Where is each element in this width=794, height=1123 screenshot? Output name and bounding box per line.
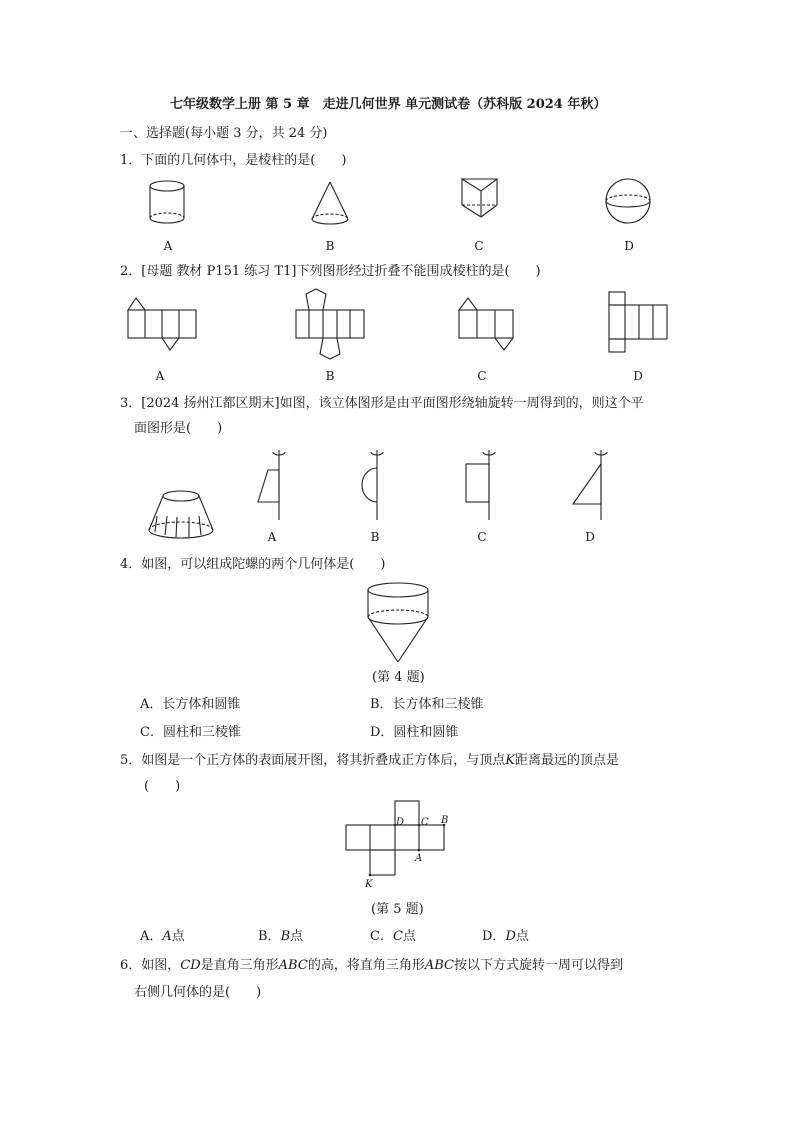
q1-cone-figure	[305, 178, 355, 230]
q1-cylinder-figure	[145, 178, 195, 230]
q4-option-a: A．长方体和圆锥	[140, 697, 241, 712]
q5-option-c	[370, 929, 416, 945]
q5-option-a	[140, 929, 185, 945]
q5-option-d-var: D	[505, 929, 516, 944]
q6-text-4: 按以下方式旋转一周可以得到	[453, 958, 623, 973]
q5-stem-vertex-k: K	[505, 753, 515, 768]
q3-option-c-figure	[460, 442, 500, 522]
q5-option-b-var: B	[280, 929, 291, 944]
q5-option-a-suffix: 点	[171, 929, 185, 944]
q3-label-a: A	[267, 530, 277, 544]
q5-option-a-var: A	[162, 929, 172, 944]
section-heading: 一、选择题(每小题 3 分，共 24 分)	[120, 126, 328, 141]
q2-label-b: B	[325, 369, 335, 383]
q1-label-a: A	[163, 239, 173, 253]
q5-point-c-label: C	[421, 817, 429, 828]
q1-triangular-prism-figure	[455, 175, 505, 235]
q3-option-d-figure	[568, 442, 608, 522]
q1-label-b: B	[325, 239, 335, 253]
q6-text-3: 的高，将直角三角形	[307, 958, 425, 973]
q2-net-b-figure	[292, 286, 372, 364]
q2-net-a-figure	[124, 292, 204, 357]
q4-option-c: C．圆柱和三棱锥	[140, 725, 241, 740]
q5-option-d	[482, 929, 529, 945]
q2-label-c: C	[477, 369, 487, 383]
q5-point-a-label: A	[415, 853, 423, 864]
q6-var-3: ABC	[424, 958, 454, 973]
q5-point-d-label: D	[396, 817, 405, 828]
q5-stem-text-start: 5．如图是一个正方体的表面展开图，将其折叠成正方体后，与顶点	[120, 753, 506, 768]
question-5-stem-line2: ( )	[144, 779, 181, 794]
q4-top-figure	[361, 580, 437, 668]
q3-option-b-figure	[355, 442, 395, 522]
q5-option-c-suffix: 点	[402, 929, 416, 944]
q3-label-d: D	[585, 530, 595, 544]
q5-option-c-var: C	[392, 929, 403, 944]
q5-caption: (第 5 题)	[371, 902, 424, 917]
q5-stem-text-end: 距离最远的顶点是	[515, 753, 620, 768]
q2-net-d-figure	[605, 289, 675, 364]
q4-option-b: B．长方体和三棱锥	[370, 697, 484, 712]
q5-option-d-prefix: D．	[482, 929, 506, 944]
question-6-stem-line1	[120, 958, 623, 974]
q6-text-2: 是直角三角形	[200, 958, 279, 973]
q5-option-b	[258, 929, 303, 945]
q6-text-1: 6．如图，	[120, 958, 181, 973]
q3-frustum-solid-figure	[143, 488, 223, 546]
q6-var-1: CD	[180, 958, 201, 973]
q4-caption: (第 4 题)	[372, 670, 425, 685]
q2-label-a: A	[155, 369, 165, 383]
q1-sphere-figure	[602, 178, 656, 232]
q3-label-c: C	[477, 530, 487, 544]
q5-option-c-prefix: C．	[370, 929, 393, 944]
question-4-stem: 4．如图，可以组成陀螺的两个几何体是( )	[120, 557, 386, 572]
q4-option-d: D．圆柱和圆锥	[370, 725, 459, 740]
q5-option-d-suffix: 点	[515, 929, 529, 944]
question-6-stem-line2: 右侧几何体的是( )	[134, 985, 262, 1000]
q3-option-a-figure	[250, 442, 290, 522]
q5-point-b-label: B	[441, 815, 449, 826]
question-1-stem: 1．下面的几何体中，是棱柱的是( )	[120, 153, 347, 168]
question-2-stem: 2．[母题 教材 P151 练习 T1]下列图形经过折叠不能围成棱柱的是( )	[120, 264, 541, 279]
question-3-stem-line2: 面图形是( )	[134, 421, 223, 436]
question-5-stem-line1	[120, 753, 619, 769]
q2-label-d: D	[633, 369, 643, 383]
q1-label-d: D	[624, 239, 634, 253]
q5-option-b-prefix: B．	[258, 929, 281, 944]
q5-point-k-label: K	[365, 879, 373, 890]
q6-var-2: ABC	[278, 958, 308, 973]
q1-label-c: C	[474, 239, 484, 253]
q5-option-b-suffix: 点	[290, 929, 304, 944]
q5-option-a-prefix: A．	[140, 929, 163, 944]
page-title: 七年级数学上册 第 5 章 走进几何世界 单元测试卷（苏科版 2024 年秋）	[170, 97, 607, 112]
q2-net-c-figure	[455, 292, 535, 357]
q3-label-b: B	[370, 530, 380, 544]
question-3-stem-line1: 3．[2024 扬州江都区期末]如图，该立体图形是由平面图形绕轴旋转一周得到的，则这个平	[120, 396, 644, 411]
